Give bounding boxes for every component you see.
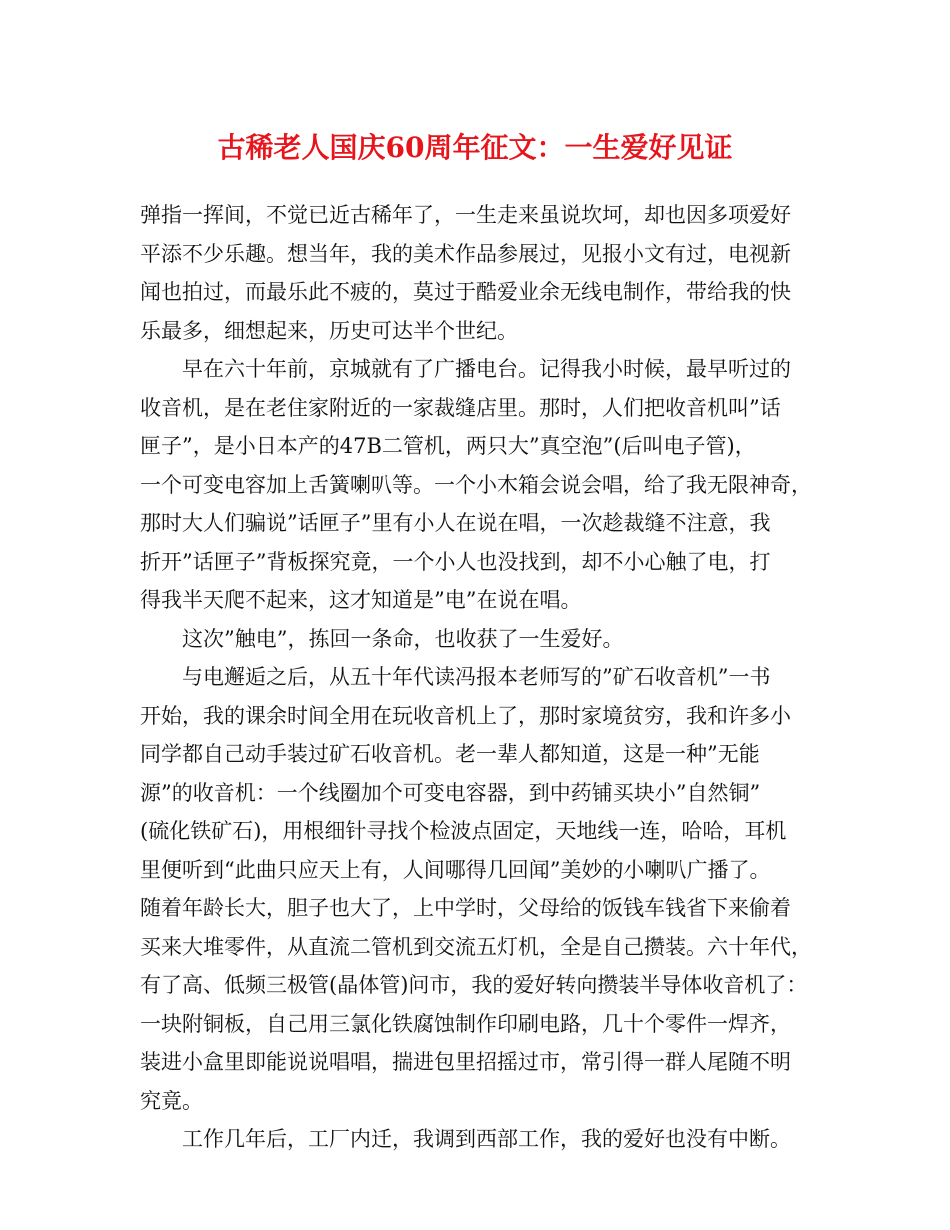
- text-line: 匣子”，是小日本产的47B二管机，两只大”真空泡”(后叫电子管)，: [140, 434, 756, 458]
- text-line: 折开”话匣子”背板探究竟，一个小人也没找到，却不小心触了电，打: [140, 549, 771, 574]
- text-line: 早在六十年前，京城就有了广播电台。记得我小时候，最早听过的: [182, 357, 791, 381]
- text-line: (硫化铁矿石)，用根细针寻找个检波点固定，天地线一连，哈哈，耳机: [140, 819, 787, 843]
- text-line: 开始，我的课余时间全用在玩收音机上了，那时家境贫穷，我和许多小: [140, 703, 791, 728]
- text-line: 有了高、低频三极管(晶体管)问市，我的爱好转向攒装半导体收音机了：: [140, 973, 808, 997]
- text-line: 一块附铜板，自己用三氯化铁腐蚀制作印刷电路，几十个零件一焊齐，: [140, 1011, 791, 1036]
- text-line: 装进小盒里即能说说唱唱，揣进包里招摇过市，常引得一群人尾随不明: [140, 1050, 791, 1074]
- text-line: 平添不少乐趣。想当年，我的美术作品参展过，见报小文有过，电视新: [140, 241, 791, 266]
- text-line: 得我半天爬不起来，这才知道是”电”在说在唱。: [140, 588, 582, 612]
- text-line: 那时大人们骗说”话匣子”里有小人在说在唱，一次趁裁缝不注意，我: [140, 511, 771, 535]
- text-line: 乐最多，细想起来，历史可达半个世纪。: [140, 318, 518, 343]
- text-line: 随着年龄长大，胆子也大了，上中学时，父母给的饭钱车钱省下来偷着: [140, 896, 791, 920]
- text-line: 买来大堆零件，从直流二管机到交流五灯机，全是自己攒装。六十年代，: [140, 934, 812, 959]
- text-line: 与电邂逅之后，从五十年代读冯报本老师写的”矿石收音机”一书: [182, 665, 771, 689]
- text-line: 工作几年后，工厂内迁，我调到西部工作，我的爱好也没有中断。: [182, 1127, 791, 1151]
- document-body: [140, 196, 830, 1159]
- text-line: 里便听到“此曲只应天上有，人间哪得几回闻”美妙的小喇叭广播了。: [140, 857, 771, 882]
- text-line: 一个可变电容加上舌簧喇叭等。一个小木箱会说会唱，给了我无限神奇，: [140, 472, 812, 497]
- text-line: 弹指一挥间，不觉已近古稀年了，一生走来虽说坎坷，却也因多项爱好: [140, 203, 791, 227]
- text-line: 同学都自己动手装过矿石收音机。老一辈人都知道，这是一种”无能: [140, 742, 760, 766]
- text-line: 收音机，是在老住家附近的一家裁缝店里。那时，人们把收音机叫”话: [140, 395, 781, 420]
- text-line: 究竟。: [140, 1088, 203, 1113]
- text-line: 闻也拍过，而最乐此不疲的，莫过于酷爱业余无线电制作，带给我的快: [140, 280, 791, 304]
- document-title: 古稀老人国庆60周年征文：一生爱好见证: [217, 131, 733, 164]
- text-line: 这次”触电”，拣回一条命，也收获了一生爱好。: [182, 626, 624, 651]
- text-line: 源”的收音机：一个线圈加个可变电容器，到中药铺买块小”自然铜”: [140, 780, 761, 805]
